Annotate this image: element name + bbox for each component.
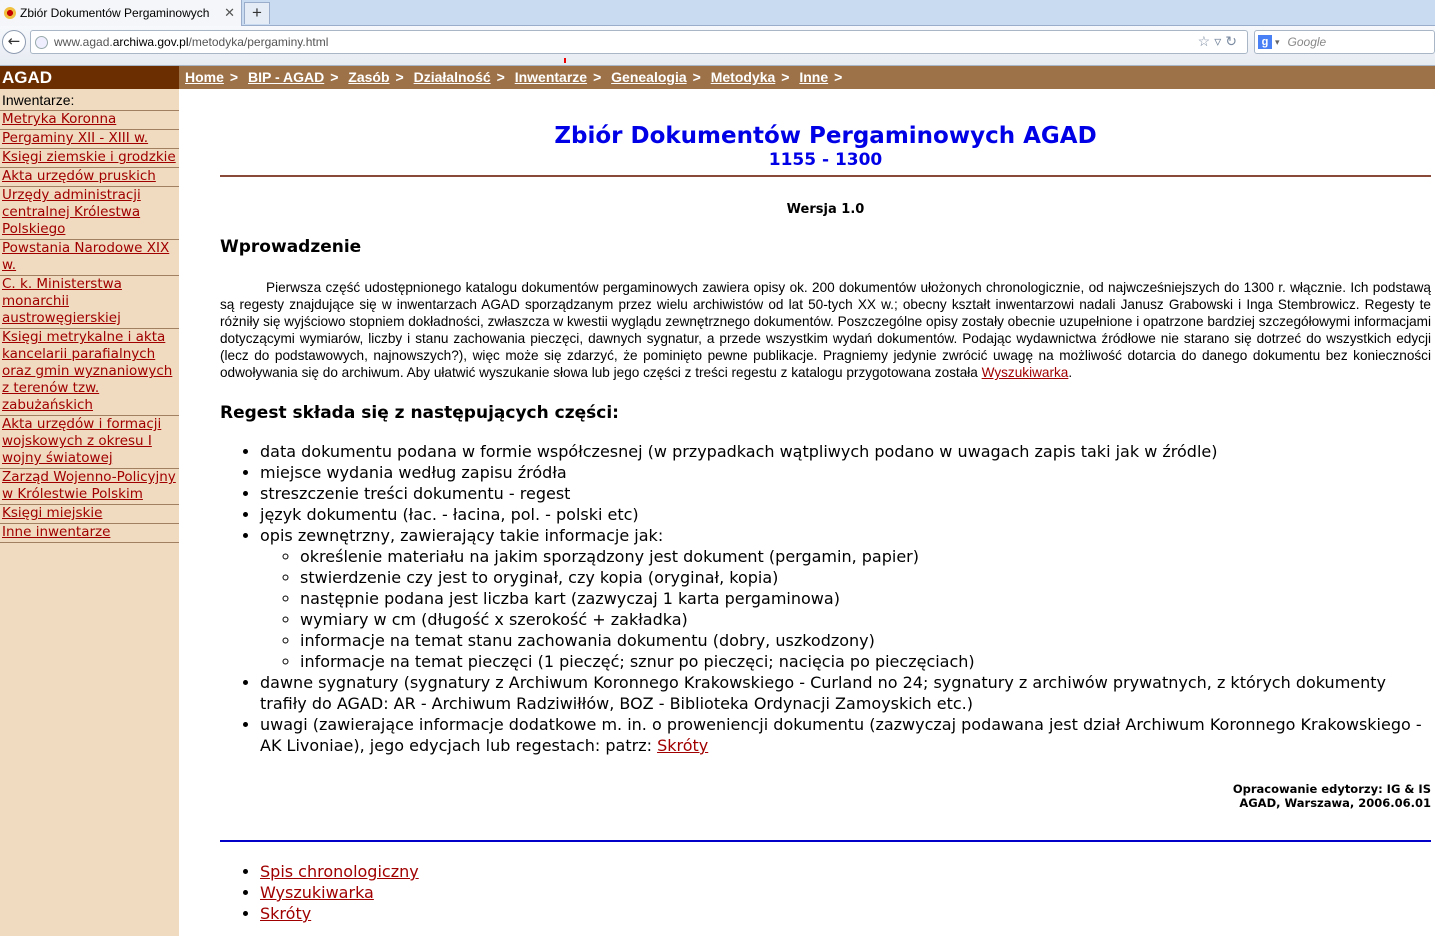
nav-separator: >: [834, 69, 843, 85]
sidebar-item-metryka-koronna[interactable]: Metryka Koronna: [0, 111, 179, 130]
nav-separator: >: [229, 69, 239, 85]
tab-active[interactable]: [0, 0, 242, 26]
nav-separator: >: [781, 69, 790, 85]
list-item-external-description: [260, 525, 1431, 672]
nav-separator: >: [593, 69, 602, 85]
list-item: • data dokumentu podana w formie współczesnej (w przypadkach wątpliwych podano w uwagach zapis taki jak w źródle): [260, 441, 1431, 462]
search-bar[interactable]: [1254, 30, 1435, 54]
new-tab-button[interactable]: +: [244, 2, 270, 24]
nav-dzialalnosc[interactable]: Działalność: [413, 69, 491, 85]
list-item: • język dokumentu (łac. - łacina, pol. - polski etc): [260, 504, 1431, 525]
sidebar: [0, 66, 179, 936]
abbreviations-link[interactable]: Skróty: [657, 736, 709, 755]
sidebar-heading: Inwentarze:: [0, 89, 179, 111]
web-page: [0, 66, 1435, 936]
sidebar-item-zarzad-wojenno-policyjny[interactable]: Zarząd Wojenno-Policyjny w Królestwie Polskim: [0, 469, 179, 505]
intro-heading: Wprowadzenie: [220, 237, 362, 257]
list-item: • miejsce wydania według zapisu źródła: [260, 462, 1431, 483]
bookmark-star-icon[interactable]: ☆: [1197, 33, 1215, 49]
sub-list-item: ◦ wymiary w cm (długość x szerokość + zakładka): [300, 609, 1431, 630]
divider: [220, 175, 1431, 177]
back-arrow-icon[interactable]: ←: [2, 30, 26, 54]
reload-icon[interactable]: ↻: [1225, 33, 1241, 49]
sub-list-item: ◦ następnie podana jest liczba kart (zazwyczaj 1 karta pergaminowa): [300, 588, 1431, 609]
regest-parts-list: [220, 441, 1431, 756]
list-item: [260, 882, 1431, 903]
url-path: /metodyka/pergaminy.html: [188, 35, 329, 49]
red-marker: [564, 58, 566, 63]
navigation-toolbar: [0, 26, 1435, 66]
nav-separator: >: [330, 69, 339, 85]
sidebar-item-akta-pruskie[interactable]: Akta urzędów pruskich: [0, 168, 179, 187]
sidebar-item-powstania[interactable]: Powstania Narodowe XIX w.: [0, 240, 179, 276]
list-item: [260, 903, 1431, 924]
sidebar-item-ministerstwa[interactable]: C. k. Ministerstwa monarchii austrowęgierskiej: [0, 276, 179, 329]
url-prefix: www.agad.: [54, 35, 113, 49]
page-title: Zbiór Dokumentów Pergaminowych AGAD: [554, 123, 1097, 149]
nav-separator: >: [692, 69, 701, 85]
nav-inne[interactable]: Inne: [799, 69, 829, 85]
list-item: [260, 861, 1431, 882]
nav-bip-agad[interactable]: BIP - AGAD: [247, 69, 325, 85]
credit-place-date: AGAD, Warszawa, 2006.06.01: [1239, 796, 1431, 810]
external-description-sublist: [260, 546, 1431, 672]
credits: [220, 782, 1431, 810]
tab-close-icon[interactable]: ✕: [224, 5, 235, 20]
list-item: • dawne sygnatury (sygnatury z Archiwum Koronnego Krakowskiego - Curland no 24; sygnatury z archiwów prywatnych, z których dokumenty trafiły do AGAD: AR - Archiwum Radziwiłłów, BOZ - Biblioteka Ordynacji Zamoyskich etc.): [260, 672, 1431, 714]
globe-icon: [35, 36, 48, 49]
sub-list-item: ◦ stwierdzenie czy jest to oryginał, czy kopia (oryginał, kopia): [300, 567, 1431, 588]
sidebar-item-akta-wojskowe[interactable]: Akta urzędów i formacji wojskowych z okresu I wojny światowej: [0, 416, 179, 469]
intro-text: Pierwsza część udostępnionego katalogu dokumentów pergaminowych zawiera opisy ok. 200 dokumentów ułożonych chronologicznie, od najwcześniejszych do 1300 r. włącznie. Ich podstawą są regesty znajdujące się w inwentarzach AGAD sporządzanym przez wielu archiwistów od lat 50-tych XX w.; obecny kształt inwentarzowi nadali Janusz Grabowski i Inga Stembrowicz. Regesty te różniły się wyjściowo stopniem dokładności, zwłaszcza w kwestii wyglądu zewnętrznego dokumentów. Poszczególne opisy zostały obecnie uzupełnione i opatrzone bardziej szczegółowymi informacjami dotyczącymi wymiarów, liczby i stanu zachowania pieczęci, dawnych sygnatur, a przede wszystkim wydań dokumentów. Podając wydawnictwa źródłowe nie starano się dotrzeć do wszystkich edycji (lecz do podstawowych, najnowszych?), więc może się zdarzyć, że pominięto pewne publikacje. Pragniemy jedynie zwrócić uwagę na możliwość dotarcia do danego dokumentu bez konieczności odwoływania się do archiwum. Aby ułatwić wyszukanie słowa lub jego części z treści regestu z katalogu przygotowana została: [220, 280, 1431, 380]
sub-list-item: ◦ określenie materiału na jakim sporządzony jest dokument (pergamin, papier): [300, 546, 1431, 567]
search-engine-dropdown-icon[interactable]: ▾: [1275, 36, 1280, 47]
nav-metodyka[interactable]: Metodyka: [710, 69, 776, 85]
nav-genealogia[interactable]: Genealogia: [611, 69, 687, 85]
brand-title: AGAD: [0, 66, 179, 89]
top-navigation: [179, 66, 1435, 89]
url-actions: [1198, 33, 1241, 50]
url-domain: archiwa.gov.pl: [112, 35, 189, 49]
intro-paragraph: [220, 279, 1431, 381]
address-bar[interactable]: [30, 30, 1248, 54]
sub-list-item: ◦ informacje na temat stanu zachowania dokumentu (dobry, uszkodzony): [300, 630, 1431, 651]
nav-zasob[interactable]: Zasób: [348, 69, 390, 85]
nav-separator: >: [496, 69, 505, 85]
credit-editors: Opracowanie edytorzy: IG & IS: [1232, 782, 1431, 796]
tab-bar: [0, 0, 1435, 26]
nav-separator: >: [395, 69, 404, 85]
list-item: • streszczenie treści dokumentu - regest: [260, 483, 1431, 504]
intro-end: .: [1068, 365, 1073, 380]
main-content: [220, 89, 1431, 924]
sidebar-item-pergaminy[interactable]: Pergaminy XII - XIII w.: [0, 130, 179, 149]
notes-text: uwagi (zawierające informacje dodatkowe m. in. o proweniencji dokumentu (zazwyczaj podawana jest dział Archiwum Koronnego Krakowskiego - AK Livoniae), jego edycjach lub regestach: patrz:: [260, 715, 1422, 755]
sidebar-item-ksiegi-ziemskie[interactable]: Księgi ziemskie i grodzkie: [0, 149, 179, 168]
link-search[interactable]: Wyszukiwarka: [260, 883, 374, 902]
site-favicon-icon: [4, 7, 16, 19]
sidebar-item-inne-inwentarze[interactable]: Inne inwentarze: [0, 524, 179, 543]
intro-search-link[interactable]: Wyszukiwarka: [981, 365, 1069, 380]
link-chronological-list[interactable]: Spis chronologiczny: [260, 862, 419, 881]
sidebar-item-ksiegi-miejskie[interactable]: Księgi miejskie: [0, 505, 179, 524]
footer-links: [220, 861, 1431, 924]
regest-heading: Regest składa się z następujących części:: [220, 403, 619, 423]
nav-home[interactable]: Home: [185, 69, 224, 85]
footer-divider: [220, 840, 1431, 842]
dropdown-arrow-icon[interactable]: ▿: [1214, 33, 1226, 49]
page-subtitle: 1155 - 1300: [768, 150, 883, 170]
sidebar-item-urzedy-administracji[interactable]: Urzędy administracji centralnej Królestwa Polskiego: [0, 187, 179, 240]
version-label: Wersja 1.0: [786, 202, 865, 217]
google-icon[interactable]: g: [1258, 35, 1272, 49]
nav-inwentarze[interactable]: Inwentarze: [514, 69, 588, 85]
tab-title: Zbiór Dokumentów Pergaminowych: [20, 6, 210, 20]
list-item-label: opis zewnętrzny, zawierający takie informacje jak:: [260, 526, 664, 545]
sub-list-item: ◦ informacje na temat pieczęci (1 pieczęć; sznur po pieczęci; nacięcia po pieczęciach): [300, 651, 1431, 672]
search-placeholder: Google: [1287, 35, 1327, 49]
list-item-notes: [260, 714, 1431, 756]
link-abbreviations[interactable]: Skróty: [260, 904, 312, 923]
sidebar-item-ksiegi-metrykalne[interactable]: Księgi metrykalne i akta kancelarii parafialnych oraz gmin wyznaniowych z terenów tzw. zabużańskich: [0, 329, 179, 416]
